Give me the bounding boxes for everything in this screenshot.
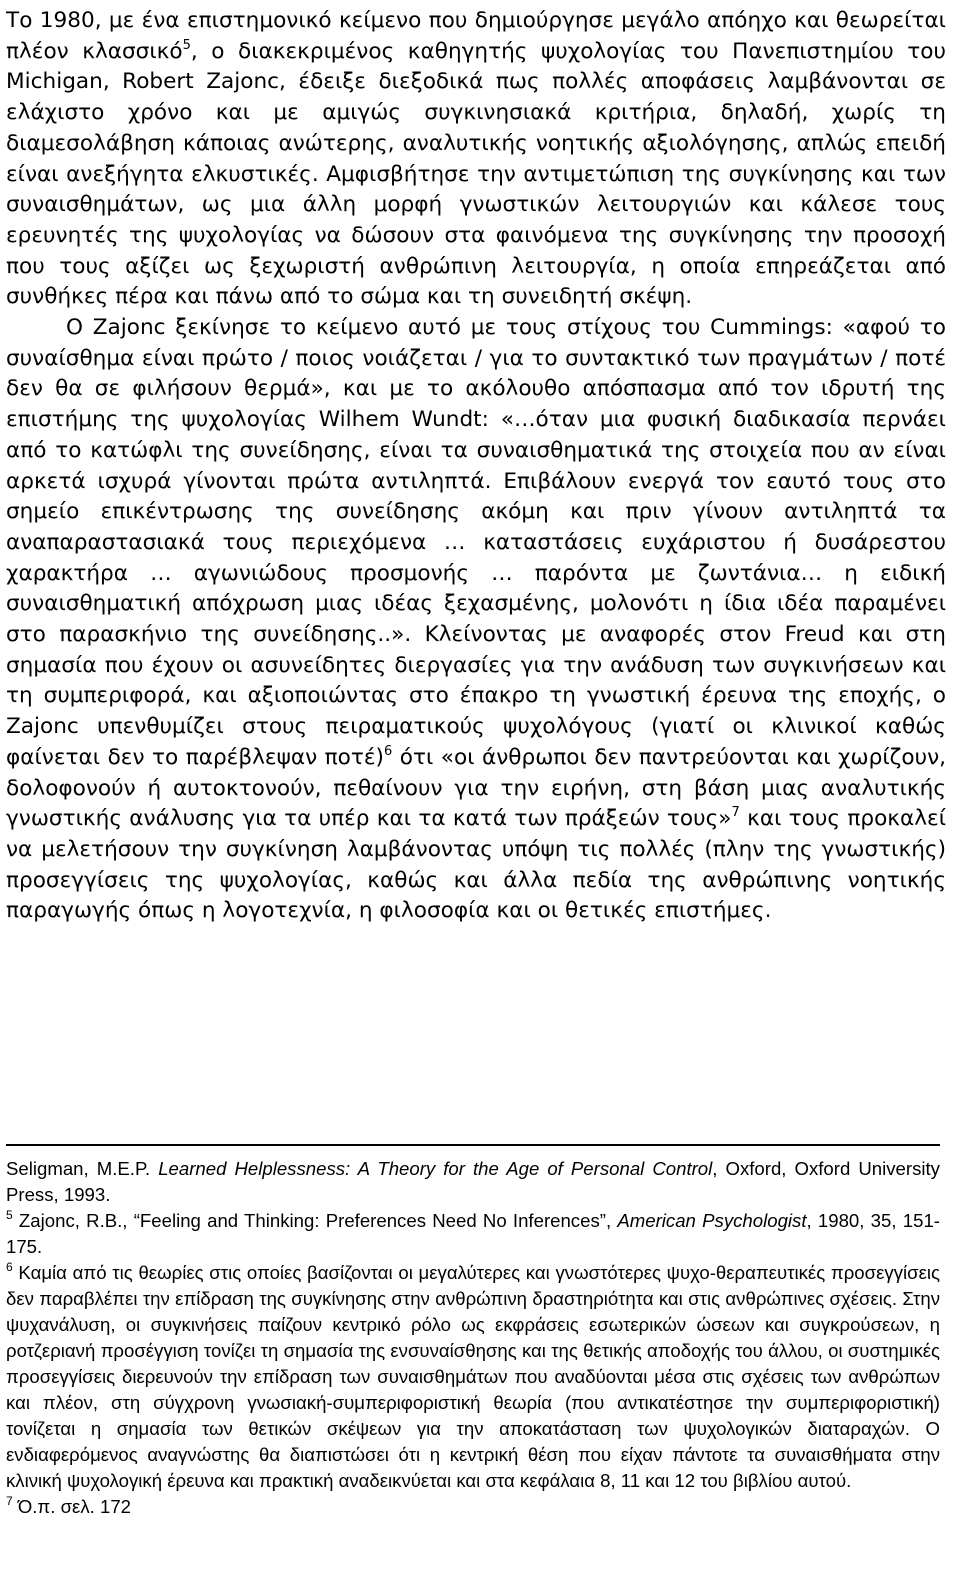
- footnote-marker: 6: [383, 743, 393, 759]
- footnote: [6, 1156, 940, 1208]
- text-run: Καμία από τις θεωρίες στις οποίες βασίζονται οι μεγαλύτερες και γνωστότερες ψυχο-θεραπευτικές προσεγγίσεις δεν παραβλέπει την επίδραση της συγκίνησης στην ανθρώπινη δραστηριότητα και στις ανθρώπινες σχέσεις. Στην ψυχανάλυση, οι συγκινήσεις παίζουν κεντρικό ρόλο ως εκφράσεις εσωτερικών ώσεων και συγκρούσεων, η ροτζεριανή προσέγγιση τονίζει τη σημασία της ενσυναίσθησης και της θετικής αποδοχής του άλλου, οι συστημικές προσεγγίσεις διερευνούν την επίδραση των συναισθημάτων που αναδύονται μέσα στις σχέσεις των ανθρώπων και πλέον, στη σύγχρονη γνωσιακή-συμπεριφοριστική θεωρία (που αντικατέστησε την συμπεριφοριστική) τονίζεται η σημασία των θετικών σκέψεων για την αποκατάσταση των ψυχολογικών διαταραχών. Ο ενδιαφερόμενος αναγνώστης θα διαπιστώσει ότι η κεντρική θέση που είχαν πάντοτε τα συναισθήματα στην κλινική ψυχολογική έρευνα και πρακτική αναδεικνύεται και στα κεφάλαια 8, 11 και 12 του βιβλίου αυτού.: [6, 1262, 940, 1491]
- text-run: και τους προκαλεί να μελετήσουν την συγκίνηση λαμβάνοντας υπόψη τις πολλές (πλην της γνωστικής) προσεγγίσεις της ψυχολογίας, καθώς και άλλα πεδία της ανθρώπινης νοητικής παραγωγής όπως η λογοτεχνία, η φιλοσοφία και οι θετικές επιστήμες.: [6, 806, 946, 924]
- text-run: Seligman, M.E.P.: [6, 1158, 159, 1179]
- text-run: Ό.π. σελ. 172: [12, 1496, 131, 1517]
- paragraph: [6, 313, 946, 927]
- italic-text: Learned Helplessness: A Theory for the Age of Personal Control: [158, 1158, 713, 1179]
- footnote-marker: 5: [6, 1207, 13, 1222]
- text-run: Το 1980, με ένα επιστημονικό κείμενο που δημιούργησε μεγάλο απόηχο και θεωρείται πλέον κλασσικό: [6, 8, 946, 64]
- text-run: ότι «οι άνθρωποι δεν παντρεύονται και χωρίζουν, δολοφονούν ή αυτοκτονούν, πεθαίνουν για την ειρήνη, στη βάση μιας αναλυτικής γνωστικής ανάλυσης για τα υπέρ και τα κατά των πράξεών τους»: [6, 744, 946, 832]
- text-run: , ο διακεκριμένος καθηγητής ψυχολογίας του Πανεπιστημίου του Michigan, Robert Zajonc, έδειξε διεξοδικά πως πολλές αποφάσεις λαμβάνονται σε ελάχιστο χρόνο και με αμιγώς συγκινησιακά κριτήρια, δηλαδή, χωρίς τη διαμεσολάβηση κάποιας ανώτερης, αναλυτικής νοητικής αξιολόγησης, απλώς επειδή είναι ανεξήγητα ελκυστικές. Αμφισβήτησε την αντιμετώπιση της συγκίνησης και των συναισθημάτων, ως μια άλλη μορφή γνωστικών λειτουργιών και κάλεσε τους ερευνητές της ψυχολογίας να δώσουν στα φαινόμενα της συγκίνησης την προσοχή που τους αξίζει ως ξεχωριστή ανθρώπινη λειτουργία, η οποία επηρεάζεται από συνθήκες πέρα και πάνω από το σώμα και τη συνειδητή σκέψη.: [6, 38, 946, 310]
- footnote: [6, 1494, 940, 1520]
- footnote-marker: 5: [182, 37, 191, 53]
- text-run: , 1980, 35, 151-175.: [6, 1210, 940, 1257]
- footnotes: [6, 1156, 940, 1520]
- text-run: Zajonc, R.B., “Feeling and Thinking: Preferences Need No Inferences”,: [12, 1210, 618, 1231]
- italic-text: American Psychologist: [617, 1210, 807, 1231]
- footnote: [6, 1208, 940, 1260]
- paragraph: [6, 6, 946, 313]
- footnote-marker: 7: [6, 1493, 13, 1508]
- footnote-marker: 7: [731, 805, 740, 821]
- main-text: [6, 6, 946, 927]
- footnote: [6, 1260, 940, 1494]
- text-run: Ο Zajonc ξεκίνησε το κείμενο αυτό με τους στίχους του Cummings: «αφού το συναίσθημα είναι πρώτο / ποιος νοιάζεται / για το συντακτικό των πραγμάτων / ποτέ δεν θα σε φιλήσουν θερμά», και με το ακόλουθο απόσπασμα από τον ιδρυτή της επιστήμης της ψυχολογίας Wilhem Wundt: «…όταν μια φυσική διαδικασία περνάει από το κατώφλι της συνείδησης, είναι τα συναισθηματικά της στοιχεία που αν είναι αρκετά ισχυρά γίνονται πρώτα αντιληπτά. Επιβάλουν ενεργά τον εαυτό τους στο σημείο επικέντρωσης της συνείδησης ακόμη και πριν γίνουν αντιληπτά τα αναπαραστασιακά τους περιεχόμενα … καταστάσεις ευχάριστου ή δυσάρεστου χαρακτήρα … αγωνιώδους προσμονής … παρόντα με ζωντάνια… η ειδική συναισθηματική απόχρωση μιας ιδέας ξεχασμένης, μολονότι η ίδια ιδέα παραμένει στο παρασκήνιο της συνείδησης..». Κλείνοντας με αναφορές στον Freud και στη σημασία που έχουν οι ασυνείδητες διεργασίες για την ανάδυση των συγκινήσεων και τη συμπεριφορά, και αξιοποιώντας στο έπακρο τη γνωστική έρευνα της εποχής, ο Zajonc υπενθυμίζει στους πειραματικούς ψυχολόγους (γιατί οι κλινικοί καθώς φαίνεται δεν το παρέβλεψαν ποτέ): [6, 315, 946, 770]
- text-run: , Oxford, Oxford University Press, 1993.: [6, 1158, 940, 1205]
- footnote-separator: [6, 1144, 940, 1146]
- footnote-marker: 6: [6, 1259, 13, 1274]
